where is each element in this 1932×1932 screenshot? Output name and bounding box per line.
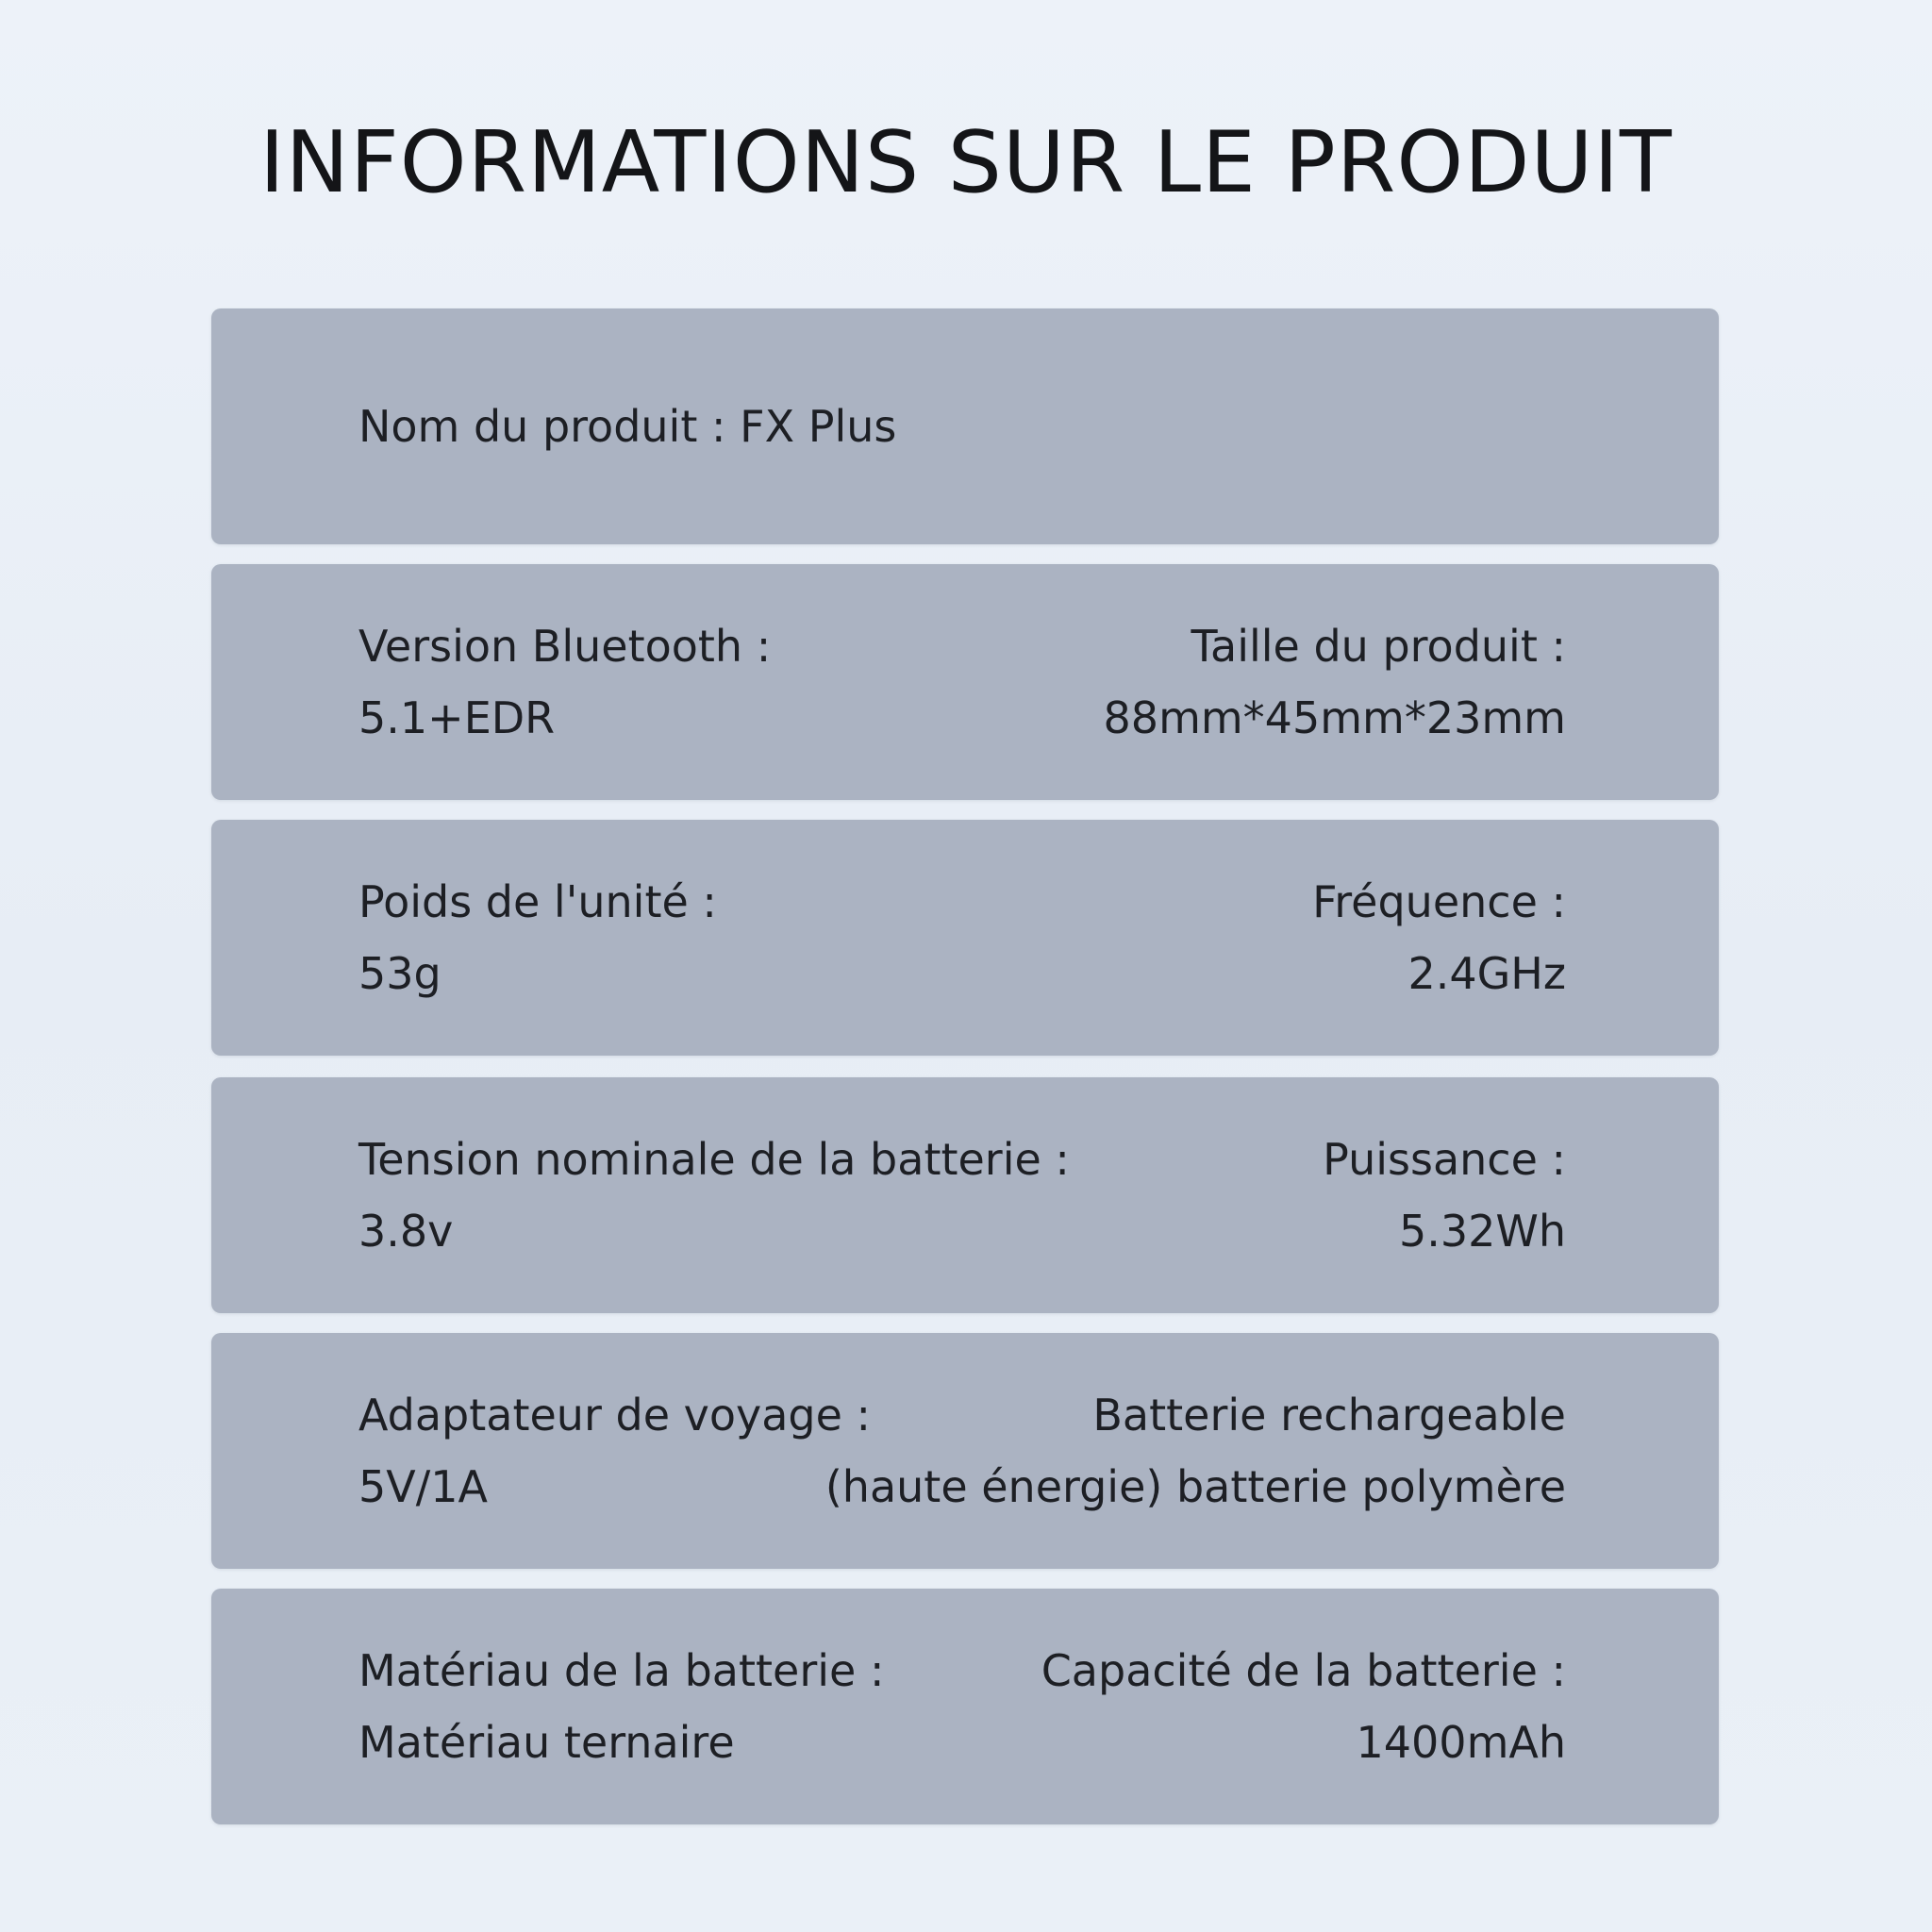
spec-left bbox=[358, 1077, 1070, 1313]
bluetooth-version-value: 5.1+EDR bbox=[358, 692, 556, 743]
product-size-label: Taille du produit : bbox=[1191, 621, 1566, 672]
travel-adapter-label: Adaptateur de voyage : bbox=[358, 1390, 872, 1441]
spec-left bbox=[358, 1333, 871, 1569]
spec-right bbox=[1104, 564, 1566, 800]
page-title: INFORMATIONS SUR LE PRODUIT bbox=[259, 113, 1673, 212]
bluetooth-version-label: Version Bluetooth : bbox=[358, 621, 772, 672]
unit-weight-value: 53g bbox=[358, 948, 441, 999]
spec-row-adapter-battery-type bbox=[211, 1333, 1719, 1569]
spec-left bbox=[358, 564, 771, 800]
spec-row-material-capacity bbox=[211, 1589, 1719, 1824]
spec-right bbox=[1041, 1589, 1566, 1824]
spec-left bbox=[358, 308, 896, 544]
battery-material-value: Matériau ternaire bbox=[358, 1717, 735, 1768]
spec-left bbox=[358, 820, 717, 1056]
battery-voltage-label: Tension nominale de la batterie : bbox=[358, 1134, 1070, 1185]
battery-capacity-value: 1400mAh bbox=[1356, 1717, 1566, 1768]
travel-adapter-value: 5V/1A bbox=[358, 1461, 488, 1512]
battery-type-label: Batterie rechargeable bbox=[1092, 1390, 1566, 1441]
frequency-label: Fréquence : bbox=[1312, 876, 1566, 927]
spec-row-product-name bbox=[211, 308, 1719, 544]
spec-right bbox=[1312, 820, 1566, 1056]
spec-right bbox=[1323, 1077, 1566, 1313]
frequency-value: 2.4GHz bbox=[1407, 948, 1566, 999]
battery-voltage-value: 3.8v bbox=[358, 1206, 454, 1257]
battery-material-label: Matériau de la batterie : bbox=[358, 1645, 885, 1696]
spec-left bbox=[358, 1589, 884, 1824]
power-label: Puissance : bbox=[1323, 1134, 1566, 1185]
product-size-value: 88mm*45mm*23mm bbox=[1103, 692, 1566, 743]
battery-capacity-label: Capacité de la batterie : bbox=[1041, 1645, 1566, 1696]
battery-type-value: (haute énergie) batterie polymère bbox=[824, 1461, 1566, 1512]
spec-row-weight-frequency bbox=[211, 820, 1719, 1056]
product-name-label: Nom du produit : FX Plus bbox=[358, 401, 897, 452]
spec-row-voltage-power bbox=[211, 1077, 1719, 1313]
spec-right bbox=[825, 1333, 1566, 1569]
unit-weight-label: Poids de l'unité : bbox=[358, 876, 717, 927]
spec-row-bluetooth-size bbox=[211, 564, 1719, 800]
power-value: 5.32Wh bbox=[1398, 1206, 1566, 1257]
